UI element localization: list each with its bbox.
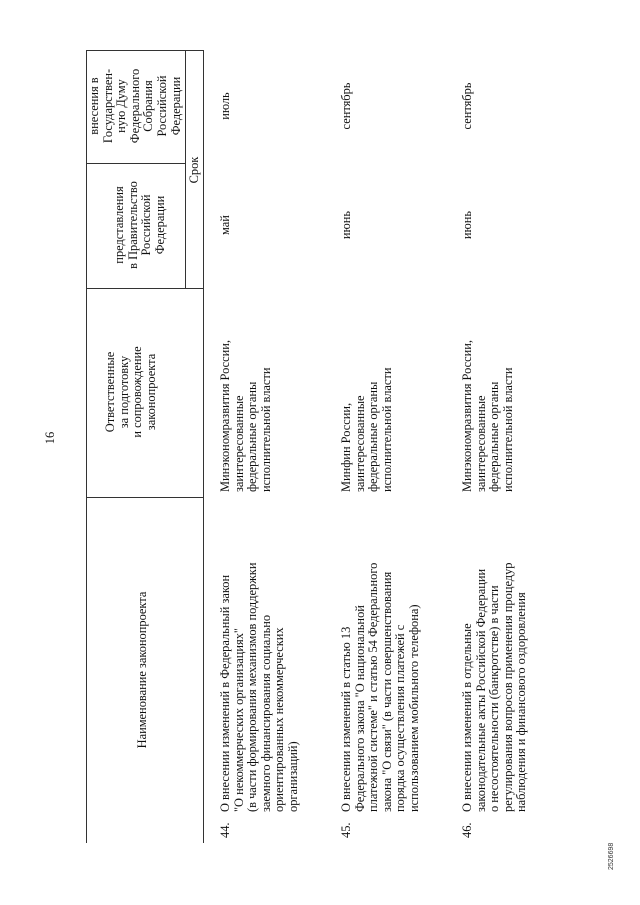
row-44-responsible: Минэкономразвития России, заинтересованные федеральные органы исполнительной власти bbox=[218, 340, 273, 492]
header-divider bbox=[203, 50, 204, 843]
header-sep-deadline-cols bbox=[86, 163, 185, 164]
row-45-government: июнь bbox=[339, 210, 353, 240]
header-name: Наименование законопроекта bbox=[135, 591, 149, 749]
table-border-left bbox=[86, 50, 87, 843]
header-duma: внесения в Государствен- ную Думу Федерального Собрания Российской Федерации bbox=[87, 68, 183, 144]
row-46-responsible: Минэкономразвития России, заинтересованные федеральные органы исполнительной власти bbox=[460, 340, 515, 492]
header-deadline: Срок bbox=[187, 156, 201, 184]
row-45-title: О внесении изменений в статью 13 Федерального закона "О национальной платежной системе" и статью 54 Федерального закона "О связи" (в части совершенствования порядка осуществления платежей с использованием мобильного телефона) bbox=[339, 562, 421, 812]
row-44-government: май bbox=[218, 215, 232, 235]
row-46-duma: сентябрь bbox=[460, 82, 474, 130]
row-45-duma: сентябрь bbox=[339, 82, 353, 130]
deadline-divider bbox=[185, 50, 186, 288]
header-government: представления в Правительство Российской Федерации bbox=[112, 181, 167, 269]
row-45-responsible: Минфин России, заинтересованные федеральные органы исполнительной власти bbox=[339, 367, 394, 492]
row-44-duma: июль bbox=[218, 92, 232, 120]
row-44-title: О внесении изменений в Федеральный закон "О некоммерческих организациях" (в части формирования механизмов поддержки заемного финансирования социально ориентированных некоммерческих организаций) bbox=[218, 562, 300, 812]
row-46-number: 46. bbox=[460, 822, 474, 838]
row-45-number: 45. bbox=[339, 822, 353, 838]
row-46-title: О внесении изменений в отдельные законодательные акты Российской Федерации о несостоятельности (банкротстве) в части регулирования вопросов применения процедур наблюдения и финансового оздоровления bbox=[460, 562, 529, 812]
page-number: 16 bbox=[43, 431, 57, 445]
document-id: 2526698 bbox=[608, 842, 615, 870]
header-responsible: Ответственные за подготовку и сопровождение законопроекта bbox=[103, 346, 158, 438]
row-46-government: июнь bbox=[460, 210, 474, 240]
header-sep-name bbox=[86, 497, 203, 498]
header-sep-responsible bbox=[86, 288, 203, 289]
row-44-number: 44. bbox=[218, 822, 232, 838]
